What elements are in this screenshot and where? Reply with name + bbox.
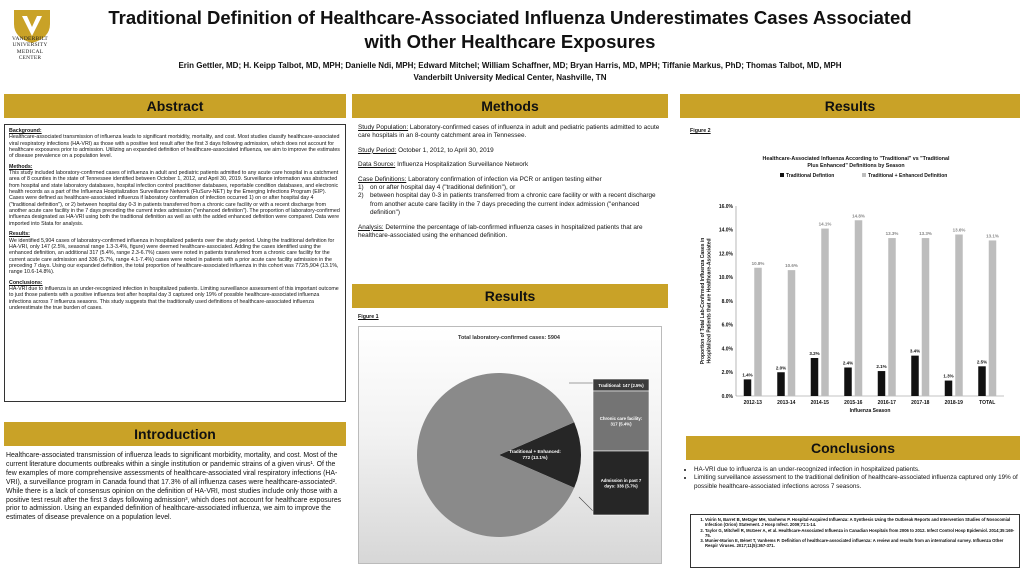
reference-item: 1. Voirin N, Barret B, Metzger MH, Vanhems P. Hospital-Acquired Influenza: A Synthesis Using the Outbreak Reports and Intervention Studies of Nosocomial Infection (Orion) Statement. J Hosp Infect. 2009;71:1-14.	[705, 517, 1015, 528]
conclusions-list	[682, 466, 1018, 491]
y-tick-label: 2.0%	[721, 370, 733, 377]
methods-period-label: Study Period:	[358, 146, 397, 154]
abstract-background: Healthcare-associated transmission of influenza leads to significant morbidity, mortality, and cost. Most studies classify healthcare-associated viral respiratory infections (HA-VRI) as those with a positive test result after the first 3 days following admission, which does not account for healthcare exposures prior to admission. Utilizing an expanded definition of healthcare-associated influenza, we aim to improve the estimates of disease prevalence on a population level.	[9, 134, 340, 160]
bar-data-label: 1.4%	[742, 372, 753, 378]
abstract-box	[4, 124, 346, 402]
y-tick-label: 8.0%	[721, 298, 733, 305]
y-tick-label: 10.0%	[718, 275, 733, 282]
methods-definitions-label: Case Definitions:	[358, 175, 407, 183]
bar-traditional	[878, 371, 886, 396]
bar-chart-panel	[680, 148, 1012, 418]
x-tick-label: 2013-14	[777, 400, 796, 406]
abstract-results-heading: Results:	[9, 231, 30, 238]
y-tick-label: 14.0%	[718, 227, 733, 234]
bar-traditional	[777, 372, 785, 396]
methods-definition-2: between hospital day 0-3 in patients transferred from a chronic care facility or with a recent discharge from another acute care facility in the 7 days preceding the current index admission ("enhanced definition")	[370, 192, 656, 217]
def1-number: 1)	[358, 184, 364, 192]
methods-header: Methods	[352, 94, 668, 118]
bar-data-label: 2.0%	[775, 365, 787, 371]
pie-chart-panel	[358, 326, 662, 564]
pie-chart	[359, 327, 663, 565]
abstract-methods: This study included laboratory-confirmed cases of influenza in adult and pediatric patients admitted to any acute care hospital in a catchment area of 8 counties in the state of Tennessee identified between October 1, 2012, and April 30, 2019. Surveillance information was abstracted from hospital and state laboratory databases, hospital infection control practitioner databases, reportable condition databases, and electronic health records as a part of the Influenza Hospitalization Surveillance Network (FluSurv-NET) by the Emerging Infections Program (EIP). Cases were defined as healthcare-associated influenza if laboratory confirmation of infection occurred 1) on or after hospital day 4 ("traditional definition"), or 2) between hospital day 0-3 in patients transferred from a chronic care facility or with a recent discharge from another acute care facility in the 7 days preceding the current index admission ("enhanced definition"). The proportion of laboratory-confirmed influenza designated as HA-VRI using both the traditional definition as well as with the added enhanced definition were compared. Data were imported into Stata for analysis.	[9, 170, 340, 227]
figure-1-label: Figure 1	[358, 314, 379, 320]
bar-data-label: 3.4%	[909, 348, 921, 354]
x-axis-label: Influenza Season	[849, 408, 891, 414]
pie-title: Total laboratory-confirmed cases: 5904	[458, 335, 560, 341]
bar-chart	[680, 148, 1012, 418]
poster-title: Traditional Definition of Healthcare-Associated Influenza Underestimates Cases Associated with Other Healthcare Exposures	[108, 7, 912, 52]
pie-breakdown-label: Chronic care facility: 317 (5.4%)	[599, 416, 643, 427]
legend-entry: Traditional + Enhanced Definition	[868, 173, 948, 179]
methods-analysis: Determine the percentage of lab-confirmed influenza cases in hospitalized patients that are healthcare-associated using the enhanced definition.	[358, 223, 643, 240]
pie-slice-label: Traditional + Enhanced: 772 (13.1%)	[509, 449, 561, 460]
bar-traditional	[978, 366, 986, 396]
bar-data-label: 13.3%	[885, 231, 899, 237]
methods-population-label: Study Population:	[358, 124, 409, 131]
abstract-conclusions-heading: Conclusions:	[9, 279, 43, 286]
bar-data-label: 3.2%	[809, 351, 820, 356]
bar-data-label: 2.1%	[876, 364, 887, 370]
reference-item: 2. Taylor G, Mitchell R, McGeer A, et al. Healthcare-Associated Influenza in Canadian Hospitals from 2006 to 2012. Infect Control Hosp Epidemiol. 2014;35:169-75.	[705, 528, 1015, 539]
x-tick-label: 2014-15	[810, 400, 829, 406]
bar-data-label: 2.5%	[976, 359, 988, 365]
x-tick-label: TOTAL	[979, 400, 996, 406]
bar-enhanced	[888, 238, 896, 396]
x-tick-label: 2018-19	[944, 400, 963, 406]
legend-swatch	[780, 173, 784, 177]
bar-traditional	[744, 379, 752, 396]
pie-breakdown-label: Traditional: 147 (2.5%)	[598, 383, 644, 388]
conclusion-item: • HA-VRI due to influenza is an under-recognized infection in hospitalized patients.	[694, 466, 1018, 474]
bar-data-label: 14.8%	[852, 213, 865, 219]
def2-number: 2)	[358, 192, 364, 200]
connector-bottom	[579, 497, 593, 511]
y-tick-label: 6.0%	[721, 322, 733, 329]
methods-period: October 1, 2012, to April 30, 2019	[398, 146, 494, 154]
figure-2-label: Figure 2	[690, 128, 711, 134]
methods-source: Influenza Hospitalization Surveillance Network	[397, 161, 529, 169]
legend-swatch	[862, 173, 866, 177]
references-box	[690, 514, 1020, 568]
y-tick-label: 12.0%	[718, 251, 733, 258]
introduction-header: Introduction	[4, 422, 346, 446]
results-header-right: Results	[680, 94, 1020, 118]
abstract-background-heading: Background:	[9, 128, 42, 134]
x-tick-label: 2012-13	[743, 400, 762, 406]
y-tick-label: 4.0%	[721, 346, 733, 353]
bar-enhanced	[754, 268, 762, 396]
methods-analysis-label: Analysis:	[358, 223, 384, 231]
reference-item: 3. Munier-Marion E, Bénet T, Vanhems P. Definition of healthcare-associated influenza: A review and results from an international survey. Influenza Other Respir Viruses. 2017;11(5):367-371.	[705, 538, 1015, 549]
methods-content	[358, 124, 662, 246]
bar-data-label: 13.1%	[986, 233, 999, 239]
bar-data-label: 14.1%	[818, 221, 832, 227]
x-tick-label: 2016-17	[877, 400, 896, 406]
abstract-header: Abstract	[4, 94, 346, 118]
bar-enhanced	[788, 270, 796, 396]
y-axis-label: Proportion of Total Lab-Confirmed Influenza Cases inHospitalized Patients that are Healthcare-Associated	[700, 237, 713, 365]
bar-traditional	[911, 356, 919, 396]
x-tick-label: 2015-16	[844, 400, 863, 406]
results-header-mid: Results	[352, 284, 668, 308]
bar-chart-title: Healthcare-Associated Influenza According to "Traditional" vs "Traditional Plus Enhanced" Definitions by Season	[762, 156, 950, 169]
author-list: Erin Gettler, MD; H. Keipp Talbot, MD, MPH; Danielle Ndi, MPH; Edward Mitchel; William Schaffner, MD; Bryan Harris, MD, MPH; Tiffanie Markus, PhD; Thomas Talbot, MD, MPH	[178, 61, 842, 70]
logo-text: VANDERBILT UNIVERSITY MEDICAL CENTER	[12, 36, 48, 61]
bar-enhanced	[955, 235, 963, 397]
methods-population: Laboratory-confirmed cases of influenza in adult and pediatric patients admitted to acute care hospitals in an 8-county catchment area in Tennessee.	[358, 124, 660, 140]
bar-enhanced	[855, 220, 863, 396]
abstract-conclusions: HA-VRI due to influenza is an under-recognized infection in hospitalized patients. Limiting surveillance assessment of this important outcome to just those patients with a positive influenza test after hospital day 3 captured only 19% of possible healthcare-associated influenza infections across 7 influenza seasons. This study suggests that the traditionally used definitions of healthcare-associated influenza underestimate the true burden of cases.	[9, 285, 339, 311]
y-tick-label: 0.0%	[721, 393, 733, 400]
introduction-text: Healthcare-associated transmission of influenza leads to significant morbidity, mortality, and cost. Most of the current literature documents outbreaks within a single institution or pandemic strains of a given virus¹. Of the few examples of more comprehensive assessments of healthcare-associated viral respiratory infections (HA-VRI), a surveillance program in Canada found that 17.3% of all influenza cases were healthcare-associated². While there is a lack of consensus opinion on the definition of HA-VRI, most studies include only those with a positive test result after the first 3 days following admission³, which does not account for healthcare exposures prior to admission. Using an expanded definition of healthcare-associated influenza, we aim to improve the estimates of disease prevalence on a population level.	[6, 452, 342, 522]
bar-data-label: 13.3%	[919, 231, 932, 237]
conclusions-header: Conclusions	[686, 436, 1020, 460]
bar-traditional	[844, 368, 852, 397]
methods-source-label: Data Source:	[358, 161, 396, 169]
bar-enhanced	[821, 229, 829, 396]
pie-breakdown-label: Admission in past 7 days: 336 (5.7%)	[600, 478, 642, 489]
bar-data-label: 10.6%	[785, 263, 798, 269]
x-tick-label: 2017-18	[911, 400, 930, 406]
bar-enhanced	[989, 240, 997, 396]
affiliation: Vanderbilt University Medical Center, Nashville, TN	[413, 73, 607, 82]
bar-data-label: 10.8%	[751, 260, 765, 266]
bar-traditional	[945, 381, 953, 396]
bar-traditional	[811, 358, 819, 396]
conclusion-item: • Limiting surveillance assessment to the traditional definition of healthcare-associated influenza captured only 19% of possible healthcare-associated infections across 7 seasons.	[694, 474, 1018, 491]
methods-definitions: Laboratory confirmation of infection via PCR or antigen testing either	[408, 175, 602, 183]
abstract-methods-heading: Methods:	[9, 163, 33, 170]
legend-entry: Traditional Defintion	[786, 173, 835, 179]
bar-data-label: 13.6%	[952, 227, 966, 233]
y-tick-label: 16.0%	[718, 203, 733, 210]
bar-enhanced	[922, 238, 930, 396]
methods-definition-1: on or after hospital day 4 ("traditional definition"), or	[370, 184, 516, 192]
bar-data-label: 2.4%	[842, 360, 854, 366]
bar-data-label: 1.3%	[943, 373, 954, 379]
abstract-results: We identified 5,904 cases of laboratory-confirmed influenza in hospitalized patients over the study period. Using the traditional definition for HA-VRI, only 147 (2.5%, seasonal range 1.3-3.4%, figure) were deemed healthcare-associated. Adding the cases identified using the enhanced definition, an additional 317 (5.4%, range 2.3-6.7%) cases were noted in patients transferred from a chronic care facility for the current acute care admission and 336 (5.7%, range 4.1-7.4%) cases were noted in patients with a prior acute care facility admission in the preceding 7 days. Using our expanded definition, the total proportion of healthcare-associated influenza in this cohort was 772/5,904 (13.1%, range 10.6-14.8%).	[9, 237, 339, 276]
